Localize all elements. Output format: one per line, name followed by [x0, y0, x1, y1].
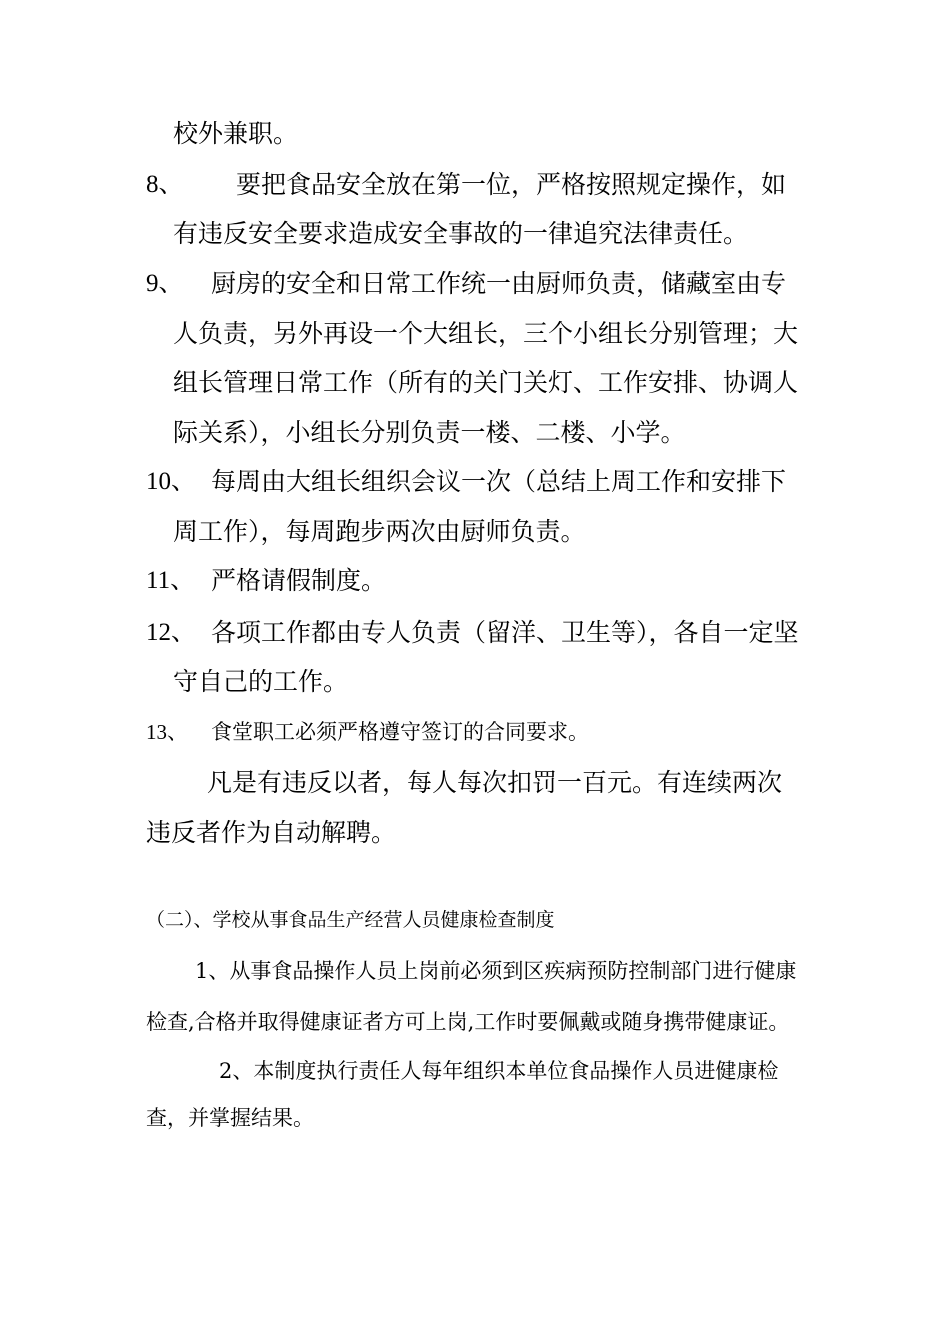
section-2-paragraph-1-line-1: 1、从事食品操作人员上岗前必须到区疾病预防控制部门进行健康: [195, 959, 797, 983]
item-13-line-1: 食堂职工必须严格遵守签订的合同要求。: [211, 720, 589, 744]
continuation-text: 校外兼职。: [173, 119, 299, 148]
section-2-paragraph-2-line-1: 2、本制度执行责任人每年组织本单位食品操作人员进健康检: [219, 1059, 779, 1083]
item-10-number: 10、: [146, 468, 197, 495]
item-8-line-1: 要把食品安全放在第一位，严格按照规定操作，如: [236, 170, 787, 199]
item-12-line-1: 各项工作都由专人负责（留洋、卫生等），各自一定坚: [211, 618, 799, 647]
item-13-number: 13、: [146, 720, 188, 744]
item-9-line-4: 际关系），小组长分别负责一楼、二楼、小学。: [173, 418, 686, 447]
item-12-number: 12、: [146, 619, 197, 646]
item-10-line-2: 周工作），每周跑步两次由厨师负责。: [173, 517, 586, 546]
item-9-number: 9、: [146, 270, 184, 297]
section-2-heading: （二）、学校从事食品生产经营人员健康检查制度: [146, 909, 555, 931]
item-8-line-2: 有违反安全要求造成安全事故的一律追究法律责任。: [173, 219, 749, 248]
item-8-number: 8、: [146, 171, 184, 198]
penalty-line-1: 凡是有违反以者，每人每次扣罚一百元。有连续两次: [207, 768, 783, 797]
item-12-line-2: 守自己的工作。: [173, 667, 349, 696]
item-11-number: 11、: [146, 567, 196, 594]
item-10-line-1: 每周由大组长组织会议一次（总结上周工作和安排下: [211, 467, 787, 496]
item-9-line-1: 厨房的安全和日常工作统一由厨师负责，储藏室由专: [211, 269, 787, 298]
section-2-paragraph-1-line-2: 检查,合格并取得健康证者方可上岗,工作时要佩戴或随身携带健康证。: [146, 1010, 790, 1034]
section-2-paragraph-2-line-2: 查，并掌握结果。: [146, 1106, 314, 1130]
item-11-line-1: 严格请假制度。: [211, 566, 387, 595]
item-9-line-3: 组长管理日常工作（所有的关门关灯、工作安排、协调人: [173, 368, 799, 397]
item-9-line-2: 人负责，另外再设一个大组长，三个小组长分别管理；大: [173, 319, 799, 348]
penalty-line-2: 违反者作为自动解聘。: [146, 818, 397, 847]
